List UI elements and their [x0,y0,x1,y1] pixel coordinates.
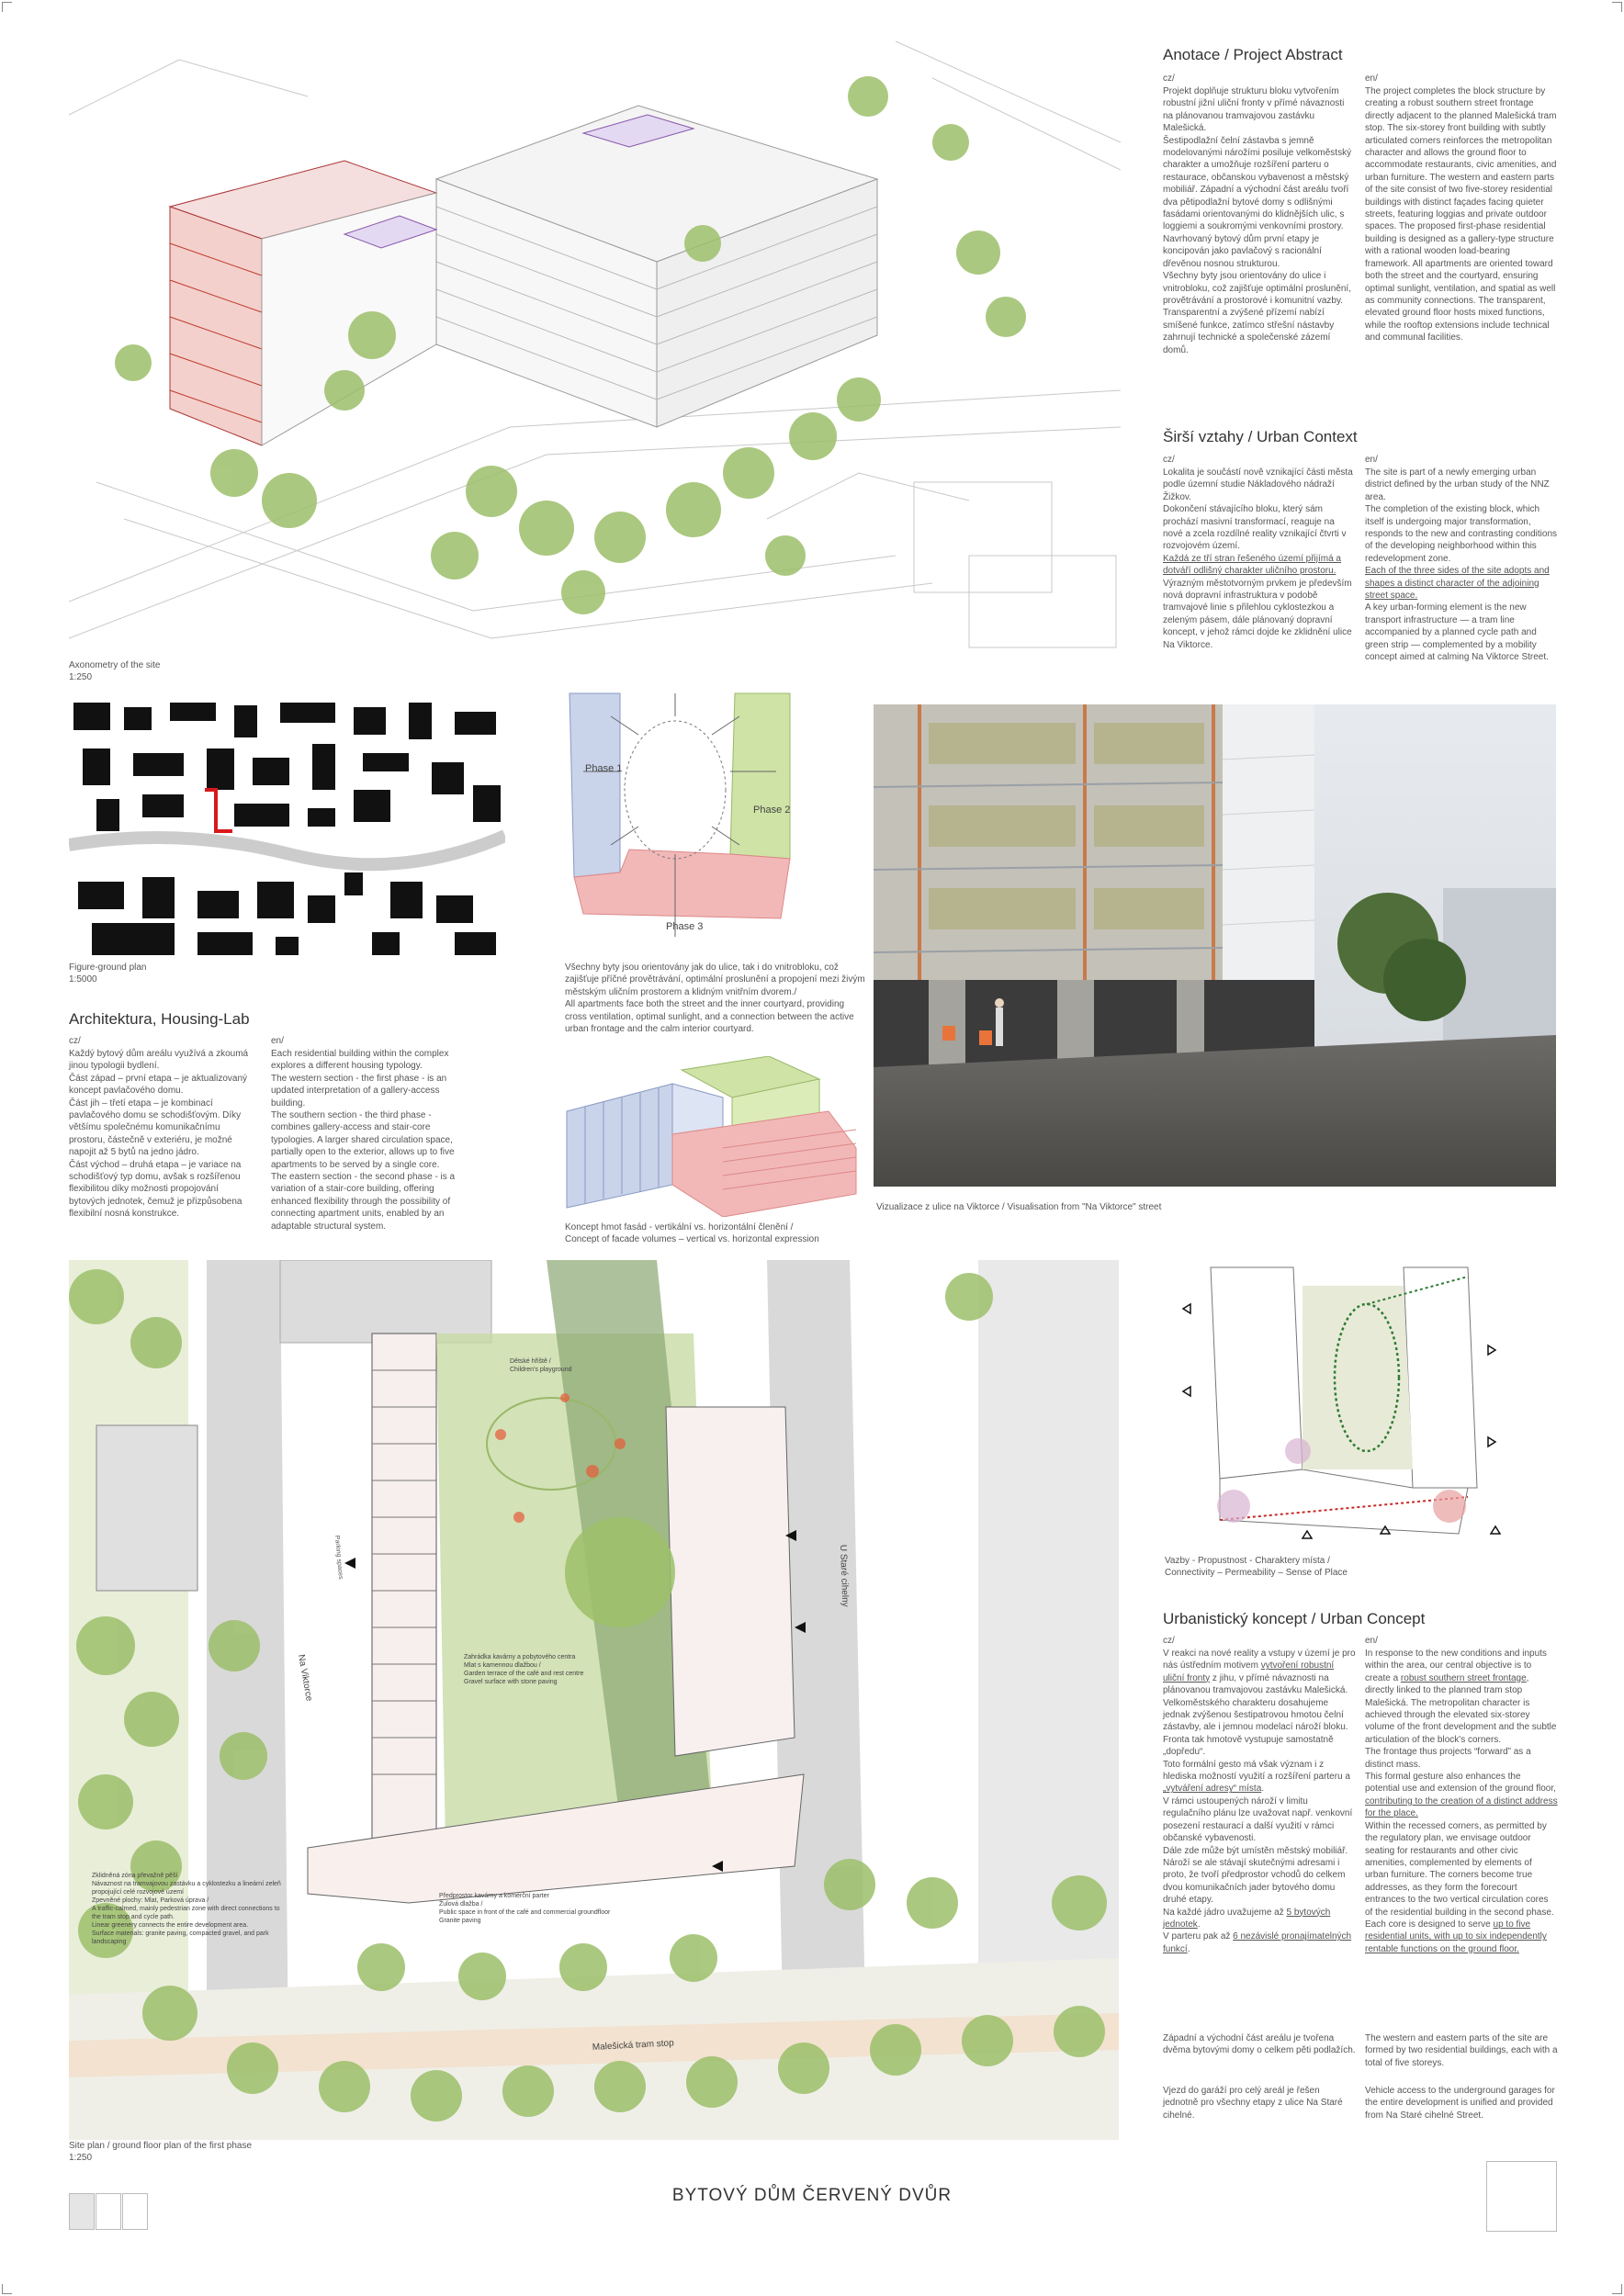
facade-caption: Koncept hmot fasád - vertikální vs. horizontální členění / Concept of facade volumes – vertical vs. horizontal expression [565,1222,819,1244]
axonometry-caption-scale: 1:250 [69,672,93,682]
housing-cz-text: Každý bytový dům areálu využívá a zkoumá jinou typologii bydlení. Část západ – první etapa – je aktualizovaný koncept pavlačového domu. Část jih – třetí etapa – je kombinací pavlačového domu se schodišťovým. Díky většímu společnému komunikačnímu prostoru, částečně v exteriéru, je možné napojit až 5 bytů na jedno jádro. Část východ – druhá etapa – je variace na schodišťový typ domu, avšak s rozšířenou flexibilitou díky možnosti propojování bytových jednotek, čemuž je přizpůsobena flexibilní nosná konstrukce. [69,1049,249,1220]
garden-label: Zahrádka kavárny a pobytového centra Mlat s kamennou dlažbou / Garden terrace of the café and rest centre Gravel surface with stone paving [464,1654,584,1685]
crop-mark [1612,2,1622,12]
phase3-label: Phase 3 [666,921,704,932]
housing-heading: Architektura, Housing-Lab [69,1010,250,1028]
figure-ground-caption-scale: 1:5000 [69,974,97,985]
tram-stop-label: Malešická tram stop [592,2038,674,2053]
context-cz-underlined: Každá ze tří stran řešeného území přijímá a dotváří odlišný charakter uličního prostoru. [1163,553,1341,577]
abstract-cz-label: cz/ [1163,73,1175,84]
housing-en-text: Each residential building within the complex explores a different housing typology. The western section - the first phase - is an updated interpretation of a gallery-access building. The southern section - the third phase - combines gallery-access and stair-core typologies. A larger shared circulation space, partially open to the exterior, allows up to five apartments to be served by a single core. The eastern section - the second phase - is a variation of a stair-core building, offering enhanced flexibility through the possibility of connecting apartment units, enabled by an adaptable structural system. [271,1049,456,1232]
urban-cz-underlined: vytvoření robustní uliční fronty [1163,1660,1335,1683]
site-plan [69,1260,1119,2140]
urban-en-underlined: up to five residential units, with up to six independently rentable functions on the ground floor. [1365,1919,1547,1954]
registration-box [1486,2161,1557,2232]
parking-label: Parking spaces [333,1535,344,1580]
phases-text: Všechny byty jsou orientovány jak do ulice, tak i do vnitrobloku, což zajišťuje příčné provětrávání, optimální proslunění a propojení mezi živým městským uličním prostorem a klidným vnitřním dvorem./ All apartments face both the street and the inner courtyard, providing cross ventilation, optimal sunlight, and a connection between the active urban frontage and the calm interior courtyard. [565,962,865,1035]
abstract-en-text: The project completes the block structure by creating a robust southern street frontage directly adjacent to the planned Malešická tram stop. The six-storey front building with subtly articulated corners reinforces the metropolitan character and allows the ground floor to accommodate restaurants, civic amenities, and urban furniture. The western and eastern parts of the site consist of two five-storey residential buildings with distinct façades facing quieter streets, featuring loggias and private outdoor spaces. The proposed first-phase residential building is designed as a gallery-type structure with a rational wooden load-bearing framework. All apartments are oriented toward both the street and the courtyard, ensuring optimal sunlight, ventilation, and spatial as well as community connections. The transparent, elevated ground floor hosts mixed functions, while the rooftop extensions include technical and communal facilities. [1365,86,1557,343]
context-en-text [1365,467,1558,664]
forecourt-label: Předprostor kavárny a komerční parter Žulová dlažba / Public space in front of the café and commercial groundfloor Granite paving [439,1893,611,1924]
urban-cz-part: . V parteru pak až [1163,1919,1231,1942]
figure-ground-plan [69,698,505,960]
crop-mark [2,2284,12,2294]
context-en-label: en/ [1365,455,1378,465]
crop-mark [1612,2284,1622,2294]
u-stare-cihelny-label: U Staré cihelny [838,1544,851,1607]
context-en-underlined: Each of the three sides of the site adopts and shapes a distinct character of the adjoining street space. [1365,566,1550,602]
urban-concept-en-text [1365,1648,1558,1955]
context-en-part: The site is part of a newly emerging urban district defined by the urban study of the NNZ area. The completion of the existing block, which itself is undergoing major transformation, responds to the new and contrasting conditions of the developing neighborhood within this redevelopment zone. [1365,467,1558,564]
context-cz-part: Výrazným městotvorným prvkem je především nová dopravní infrastruktura v podobě tramvajové linie s přilehlou cyklostezkou a zeleným pásem, dále plánovaný dopravní koncept, v jehož rámci dojde ke zklidnění ulice Na Viktorce. [1163,578,1352,650]
phase1-volume [570,693,623,877]
urban-concept-en-label: en/ [1365,1636,1378,1646]
facade-volumes-diagram [562,1056,865,1217]
urban-en-part: In response to the new conditions and inputs within the area, our central objective is to create a [1365,1649,1547,1683]
urban-cz-underlined: 5 bytových jednotek [1163,1907,1331,1930]
urban-cz-part: V reakci na nové reality a vstupy v území je pro nás ústředním motivem [1163,1649,1356,1671]
urban-cz-part: . [1187,1943,1190,1954]
urban-concept-cz-text [1163,1648,1356,1955]
urban-cz-part: z jihu, v přímé návaznosti na plánovanou tramvajovou zastávku Malešická. Velkoměstského charakteru dosahujeme jednak zvýšenou šestipatrovou hmotou čelní zástavby, ale i jemnou modelací nároží bloku. Fronta tak hmotově vystupuje samostatně „dopředu“. Toto formální gesto má však význam i z hlediska možností využití a rozšíření parteru a [1163,1672,1350,1783]
urban-cz-underlined: „vytváření adresy“ místa [1163,1784,1262,1795]
urban-concept-en-garage: Vehicle access to the underground garages for the entire development is unified and provided from Na Staré cihelné Street. [1365,2086,1555,2121]
urban-concept-heading: Urbanistický koncept / Urban Concept [1163,1610,1426,1627]
na-viktorce-label: Na Viktorce [296,1653,314,1703]
street-visualisation [874,704,1556,1187]
axonometry-drawing [69,41,1121,666]
figure-ground-caption-title: Figure-ground plan [69,962,147,973]
urban-concept-cz-garage: Vjezd do garáží pro celý areál je řešen jednotně pro všechny etapy z ulice Na Staré cihelné. [1163,2086,1343,2121]
connectivity-caption: Vazby - Propustnost - Charaktery místa / Connectivity – Permeability – Sense of Place [1165,1556,1348,1578]
axonometry-caption-title: Axonometry of the site [69,660,161,670]
site-plan-caption [69,2140,252,2164]
site-plan-caption-scale: 1:250 [69,2153,93,2163]
context-en-part: A key urban-forming element is the new transport infrastructure — a tram line accompanied by a planned cycle path and green strip — complemented by a mobility concept aimed at calming Na Viktorce Street. [1365,602,1549,663]
site-plan-caption-title: Site plan / ground floor plan of the first phase [69,2141,253,2151]
urban-concept-cz-west: Západní a východní část areálu je tvořena dvěma bytovými domy o celkem pěti podlažích. [1163,2033,1356,2056]
housing-cz-label: cz/ [69,1036,81,1046]
poster-title: BYTOVÝ DŮM ČERVENÝ DVŮR [671,2186,953,2205]
urban-en-underlined: robust southern street frontage [1400,1672,1527,1683]
abstract-heading: Anotace / Project Abstract [1163,46,1343,63]
urban-en-underlined: contributing to the creation of a distinct address for the place. [1365,1795,1558,1819]
playground-label: Dětské hřiště / Children's playground [510,1358,572,1373]
phase2-label: Phase 2 [753,805,791,816]
urban-concept-cz-label: cz/ [1163,1636,1175,1646]
phase2-volume [730,693,790,859]
context-cz-text [1163,467,1356,651]
urban-en-part: , directly linked to the planned tram stop Malešická. The metropolitan character is achieved through the elevated six-storey volume of the front development and the subtle articulation of the block's corners. The frontage thus projects “forward” as a distinct mass. This formal gesture also enhances the potential use and extension of the ground floor, [1365,1672,1557,1795]
context-cz-label: cz/ [1163,455,1175,465]
abstract-cz-text: Projekt doplňuje strukturu bloku vytvořením robustní jižní uliční fronty v přímé návaznosti na plánovanou tramvajovou zastávku Malešická. Šestipodlažní čelní zástavba s jemně modelovanými nárožími posiluje velkoměstský charakter a umožňuje rozšíření parteru o restaurace, občanskou vybavenost a městský mobiliář. Západní a východní část areálu tvoří dva pětipodlažní bytové domy s odlišnými fasádami orientovanými do klidnějších ulic, s loggiemi a soukromými venkovními prostory. Navrhovaný bytový dům první etapy je koncipován jako pavlačový s racionální dřevěnou nosnou strukturou. Všechny byty jsou orientovány do ulice i vnitrobloku, což zajišťuje optimální proslunění, provětrávání a prostorové i komunitní vazby. Transparentní a zvýšené přízemí nabízí smíšené funkce, zatímco střešní nástavby zahrnují technické a společenské zázemí domů. [1163,86,1352,355]
figure-ground-caption [69,962,147,985]
housing-en-label: en/ [271,1036,284,1046]
crop-mark [2,2,12,12]
urban-concept-en-west: The western and eastern parts of the site are formed by two residential buildings, each with a total of five storeys. [1365,2033,1558,2068]
phases-diagram [565,689,850,946]
context-heading: Širší vztahy / Urban Context [1163,428,1358,445]
axonometry-caption [69,659,161,683]
pedestrian-zone-label: Zklidněná zóna převažně pěší Návaznost na tramvajovou zastávku a cyklostezku a lineární zeleň propojující celé rozvojové území Zpevněné plochy: Mlat, Parková úprava / A traffic-calmed, mainly pedestrian zone with direct connections to the tram stop and cycle path. Linear greenery connects the entire development area. Surface materials: granite paving, compacted gravel, and park landscaping [92,1873,281,1945]
urban-cz-part: . V rámci ustoupených nároží v limitu regulačního plánu lze uvažovat např. venkovní posezení restaurací a další využití v rámci občanské vybavenosti. Dále zde může být umístěn městský mobiliář. Nároží se ale stávají skutečnými adresami i proto, že tvoří předprostor vchodů do celkem dvou komunikačních jader bytového domu druhé etapy. Na každé jádro uvažujeme až [1163,1784,1353,1918]
visualisation-caption: Vizualizace z ulice na Viktorce / Visualisation from "Na Viktorce" street [876,1202,1162,1212]
urban-en-part: Within the recessed corners, as permitted by the regulatory plan, we envisage outdoor seating for restaurants and other civic amenities, complemented by elements of urban furniture. The corners become true addresses, as they form the forecourt entrances to the two vertical circulation cores of the residential building in the second phase. Each core is designed to serve [1365,1820,1554,1930]
phase1-label: Phase 1 [585,763,623,774]
context-cz-part: Lokalita je součástí nově vznikající části města podle územní studie Nákladového nádraží Žižkov. Dokončení stávajícího bloku, který sám prochází masivní transformací, reaguje na nové a zcela rozdílné reality vznikající čtvrti v rozvojovém území. [1163,467,1353,552]
urban-cz-underlined: 6 nezávislé pronajímatelných funkcí [1163,1931,1352,1954]
connectivity-diagram [1165,1258,1560,1552]
abstract-en-label: en/ [1365,73,1378,84]
